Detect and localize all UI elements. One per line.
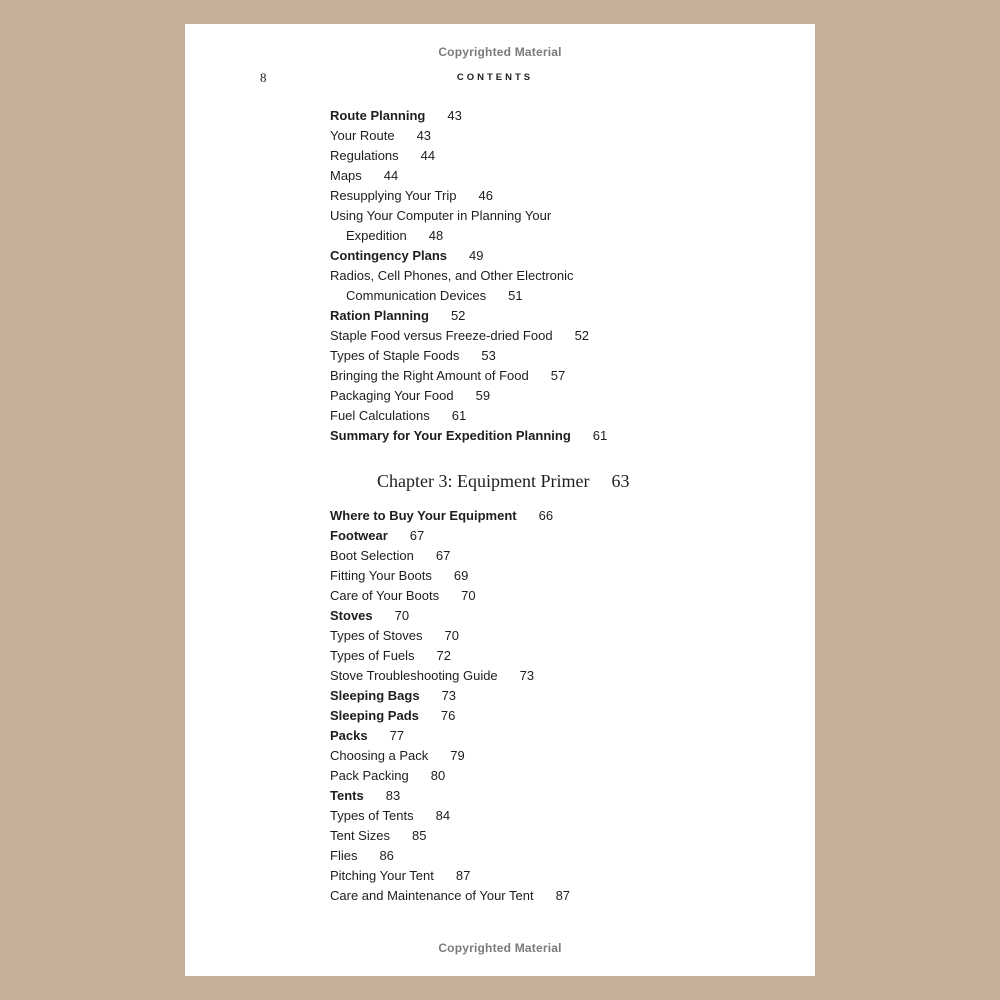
toc-entry (330, 726, 404, 746)
toc-entry (330, 766, 445, 786)
toc-entry-label: Bringing the Right Amount of Food (330, 368, 529, 383)
toc-entry (330, 406, 466, 426)
toc-entry-page-number: 70 (444, 628, 459, 643)
toc-entry-page-number: 67 (435, 548, 451, 563)
toc-entry-label: Packaging Your Food (330, 388, 454, 403)
toc-entry-label: Tents (330, 788, 364, 803)
toc-entry-label: Pack Packing (330, 768, 409, 783)
toc-entry-page-number: 46 (478, 188, 493, 203)
toc-entry-label: Fitting Your Boots (330, 568, 432, 583)
toc-entry-label: Where to Buy Your Equipment (330, 508, 517, 523)
toc-entry (330, 786, 400, 806)
toc-entry-label: Stoves (330, 608, 373, 623)
toc-entry-page-number: 53 (481, 348, 496, 363)
toc-entry-label: Care of Your Boots (330, 588, 440, 603)
toc-entry (330, 826, 426, 846)
toc-entry (330, 146, 435, 166)
toc-entry (330, 886, 570, 906)
toc-entry-page-number: 83 (385, 788, 401, 803)
toc-entry-page-number: 69 (453, 568, 469, 583)
toc-entry (330, 546, 450, 566)
toc-entry (330, 746, 465, 766)
toc-entry-page-number: 66 (538, 508, 554, 523)
toc-entry-label: Types of Fuels (330, 648, 415, 663)
toc-entry (330, 326, 589, 346)
toc-entry (330, 866, 470, 886)
toc-entry-label: Radios, Cell Phones, and Other Electronic (330, 268, 574, 283)
toc-entry-page-number: 51 (508, 288, 523, 303)
toc-entry (346, 286, 523, 306)
toc-entry-label: Tent Sizes (330, 828, 390, 843)
toc-entry (330, 666, 534, 686)
toc-entry (330, 566, 468, 586)
toc-entry (330, 106, 462, 126)
toc-entry-page-number: 44 (420, 148, 436, 163)
toc-entry-page-number: 86 (379, 848, 394, 863)
toc-entry-label: Packs (330, 728, 368, 743)
toc-entry-label: Contingency Plans (330, 248, 448, 263)
toc-entry-page-number: 72 (436, 648, 452, 663)
toc-entry-page-number: 87 (455, 868, 471, 883)
toc-entry (330, 426, 607, 446)
toc-entry-label: Your Route (330, 128, 395, 143)
toc-entry-label: Using Your Computer in Planning Your (330, 208, 552, 223)
toc-entry (330, 386, 490, 406)
toc-entry (330, 586, 476, 606)
toc-entry-page-number: 70 (394, 608, 410, 623)
toc-entry-page-number: 57 (550, 368, 566, 383)
toc-entry-label: Maps (330, 168, 362, 183)
toc-entry-page-number: 44 (383, 168, 399, 183)
toc-entry (330, 266, 574, 286)
toc-entry-label: Route Planning (330, 108, 426, 123)
toc-entry-label: Flies (330, 848, 358, 863)
toc-entry-label: Types of Tents (330, 808, 414, 823)
book-page (185, 24, 815, 976)
toc-entry (330, 806, 450, 826)
toc-entry (330, 706, 455, 726)
toc-entry-page-number: 80 (430, 768, 446, 783)
toc-entry (330, 626, 459, 646)
page-number: 8 (260, 70, 267, 85)
toc-entry-label: Summary for Your Expedition Planning (330, 428, 571, 443)
chapter-page-number: 63 (611, 471, 630, 491)
toc-entry-label: Expedition (346, 228, 407, 243)
toc-entry (330, 506, 553, 526)
toc-entry-page-number: 59 (475, 388, 491, 403)
toc-entry (330, 206, 551, 226)
toc-entry (330, 186, 493, 206)
toc-entry (330, 126, 431, 146)
toc-entry-page-number: 43 (416, 128, 432, 143)
toc-entry-label: Types of Staple Foods (330, 348, 460, 363)
running-head: CONTENTS (456, 72, 534, 83)
toc-entry (330, 366, 565, 386)
toc-entry-page-number: 85 (411, 828, 427, 843)
toc-entry-page-number: 61 (451, 408, 467, 423)
toc-entry (330, 846, 394, 866)
toc-entry-page-number: 61 (592, 428, 608, 443)
toc-entry-page-number: 87 (555, 888, 571, 903)
toc-entry (330, 646, 451, 666)
toc-entry-page-number: 67 (409, 528, 425, 543)
toc-entry-label: Stove Troubleshooting Guide (330, 668, 498, 683)
toc-entry-page-number: 76 (440, 708, 456, 723)
toc-entry-page-number: 49 (469, 248, 484, 263)
toc-entry-page-number: 77 (389, 728, 405, 743)
toc-entry-label: Regulations (330, 148, 399, 163)
toc-entry-page-number: 43 (447, 108, 462, 123)
toc-entry (346, 226, 443, 246)
toc-entry (330, 606, 409, 626)
toc-entry-label: Resupplying Your Trip (330, 188, 457, 203)
toc-entry (330, 246, 484, 266)
toc-entry-label: Communication Devices (346, 288, 487, 303)
toc-entry-page-number: 73 (519, 668, 535, 683)
copyright-watermark-bottom: Copyrighted Material (438, 941, 562, 955)
toc-entry-page-number: 79 (450, 748, 465, 763)
toc-entry (330, 306, 465, 326)
toc-entry-page-number: 84 (435, 808, 451, 823)
toc-entry-page-number: 52 (450, 308, 466, 323)
toc-entry-page-number: 48 (428, 228, 444, 243)
toc-entry-label: Choosing a Pack (330, 748, 429, 763)
toc-entry-label: Sleeping Pads (330, 708, 419, 723)
toc-entry-label: Sleeping Bags (330, 688, 420, 703)
toc-entry-label: Care and Maintenance of Your Tent (330, 888, 534, 903)
toc-entry-label: Boot Selection (330, 548, 414, 563)
chapter-title: Chapter 3: Equipment Primer (377, 471, 590, 491)
toc-entry (330, 346, 496, 366)
toc-entry-label: Fuel Calculations (330, 408, 430, 423)
toc-entry (330, 686, 456, 706)
toc-entry-page-number: 52 (574, 328, 590, 343)
toc-entry-label: Footwear (330, 528, 388, 543)
toc-entry (330, 526, 424, 546)
toc-entry (330, 166, 398, 186)
toc-entry-label: Staple Food versus Freeze-dried Food (330, 328, 553, 343)
chapter-heading (377, 471, 629, 492)
toc-entry-label: Pitching Your Tent (330, 868, 434, 883)
toc-entry-label: Ration Planning (330, 308, 429, 323)
copyright-watermark-top: Copyrighted Material (438, 45, 562, 59)
toc-entry-page-number: 70 (461, 588, 476, 603)
toc-entry-label: Types of Stoves (330, 628, 423, 643)
toc-entry-page-number: 73 (441, 688, 457, 703)
